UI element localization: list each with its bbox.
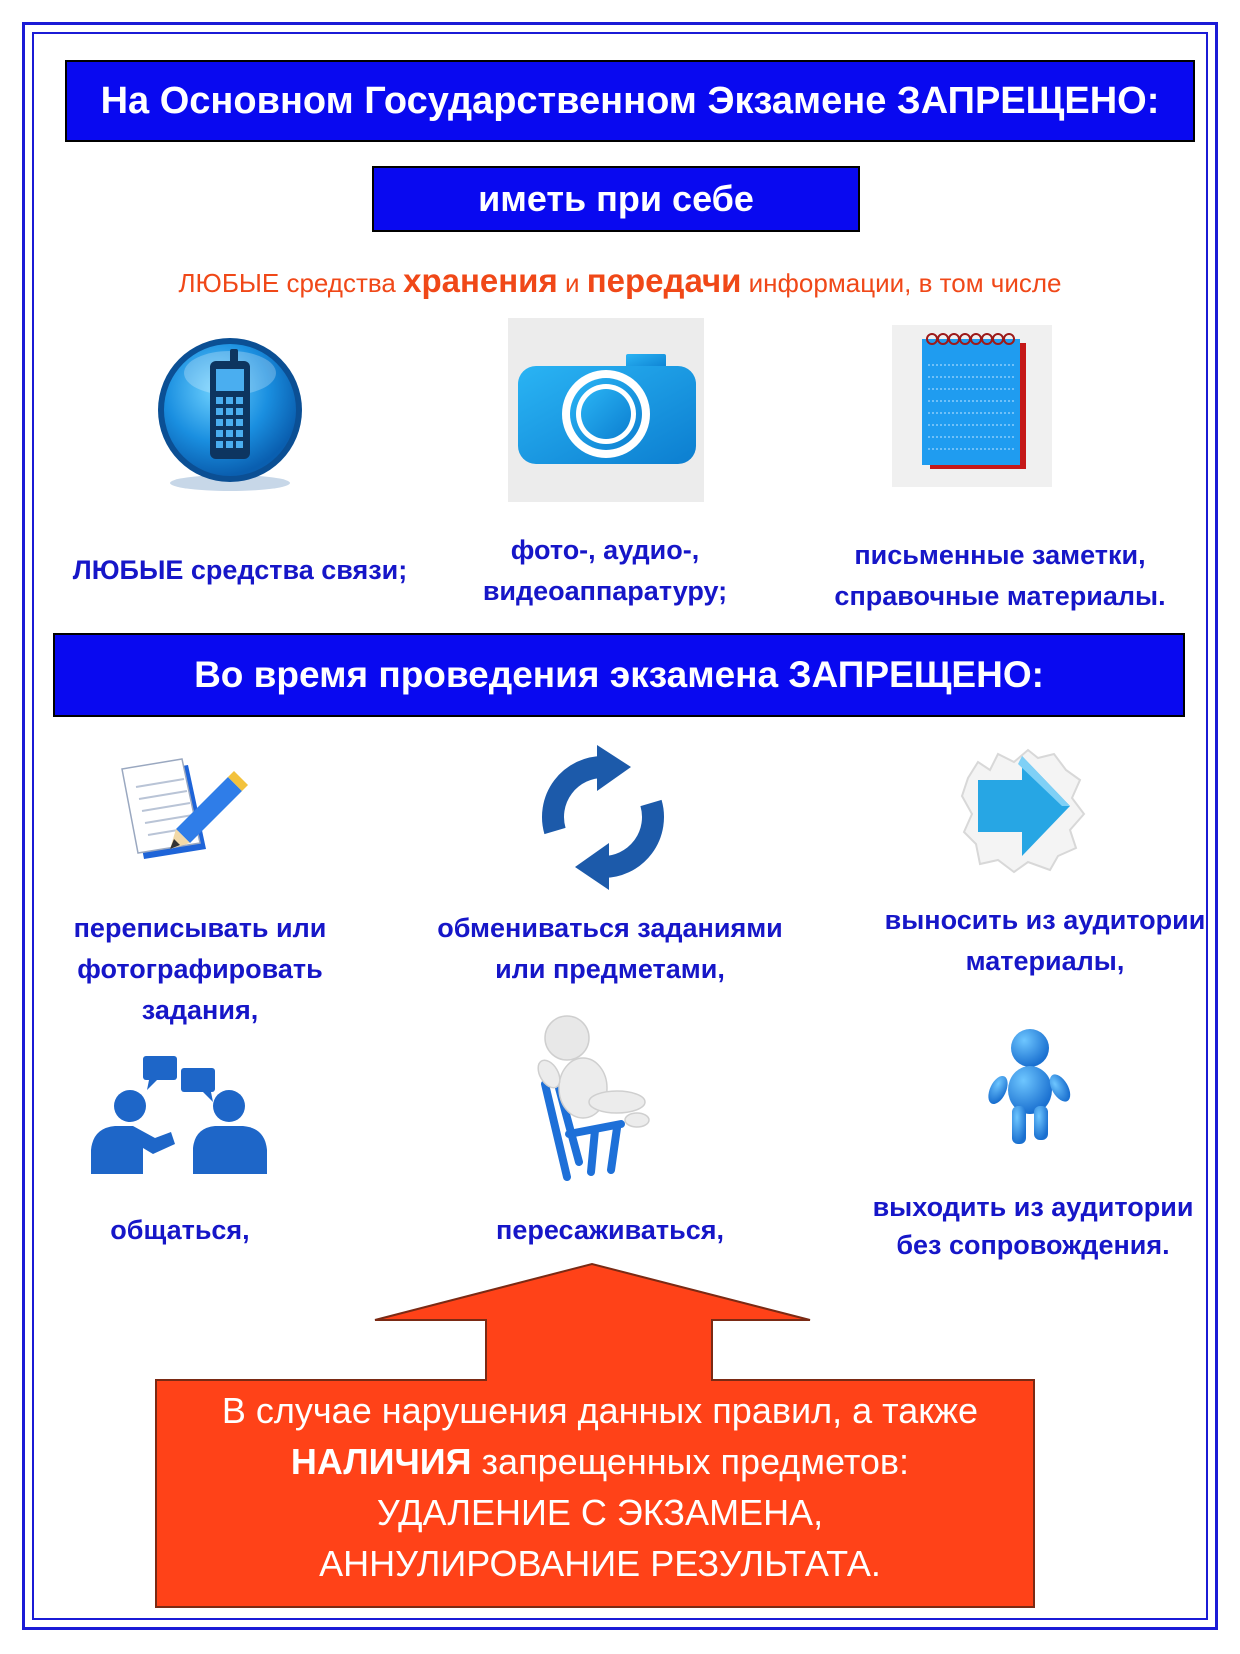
rule-caption-4: общаться, [110,1215,250,1245]
warning-line-2: НАЛИЧИЯ запрещенных предметов: [290,1441,910,1482]
intro-and: и [557,268,587,298]
exam-rules-title: Во время проведения экзамена ЗАПРЕЩЕНО: [194,654,1044,695]
warning-message [160,1385,1040,1589]
warning-line-4: АННУЛИРОВАНИЕ РЕЗУЛЬТАТА. [319,1543,881,1584]
warning-line-3: УДАЛЕНИЕ С ЭКЗАМЕНА, [376,1492,824,1533]
warning-line-1: В случае нарушения данных правил, а также [221,1390,979,1431]
rule-caption-2: обмениваться заданиями или предметами, [437,913,783,984]
intro-storage: хранения [403,262,558,299]
intro-rest: информации, в том числе [741,268,1062,298]
item-caption-1: ЛЮБЫЕ средства связи; [72,555,408,585]
rule-caption-3: выносить из аудитории материалы, [884,905,1206,976]
item-caption-3: письменные заметки, справочные материалы. [834,540,1166,611]
item-caption-2: фото-, аудио-, видеоаппаратуру; [482,535,728,606]
main-title: На Основном Государственном Экзамене ЗАПРЕЩЕНО: [100,79,1160,122]
rule-caption-6: выходить из аудитории без сопровождения. [872,1192,1194,1260]
intro-any: ЛЮБЫЕ [178,268,280,298]
intro-means: средства [279,268,404,298]
intro-transfer: передачи [586,262,742,299]
rule-caption-1: переписывать или фотографировать задания, [73,913,327,1025]
subtitle: иметь при себе [478,178,754,219]
rule-caption-5: пересаживаться, [496,1215,724,1245]
